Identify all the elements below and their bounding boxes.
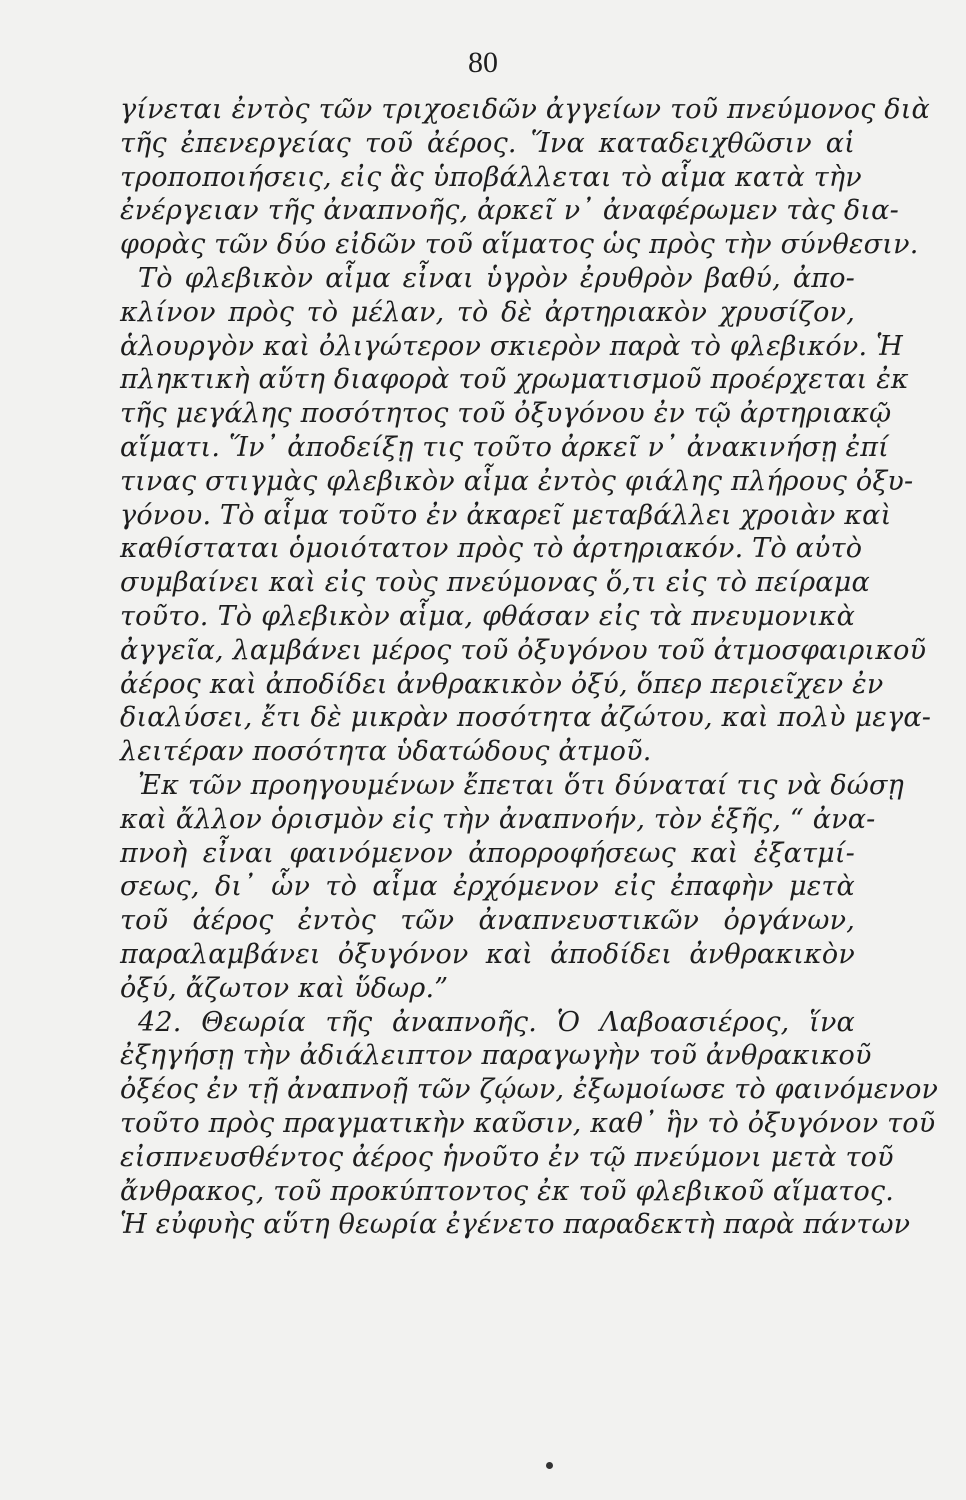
text-line: αἵματι. Ἵν᾽ ἀποδείξῃ τις τοῦτο ἀρκεῖ ν᾽ ἀνακινήσῃ ἐπί	[120, 431, 889, 463]
text-line: πληκτικὴ αὕτη διαφορὰ τοῦ χρωματισμοῦ προέρχεται ἐκ	[120, 364, 909, 396]
text-line: τοῦ ἀέρος ἐντὸς τῶν ἀναπνευστικῶν ὀργάνων,	[120, 905, 855, 937]
text-line: ὀξύ, ἄζωτον καὶ ὕδωρ.”	[120, 972, 449, 1004]
text-line: ἄνθρακος, τοῦ προκύπτοντος ἐκ τοῦ φλεβικοῦ αἵματος.	[120, 1175, 895, 1207]
body-text	[120, 93, 939, 1242]
text-line: τῆς ἐπενεργείας τοῦ ἀέρος. Ἵνα καταδειχθῶσιν αἱ	[120, 127, 855, 159]
text-line: ἁλουργὸν καὶ ὀλιγώτερον σκιερὸν παρὰ τὸ φλεβικόν. Ἡ	[120, 330, 904, 362]
text-line: λειτέραν ποσότητα ὑδατώδους ἀτμοῦ.	[120, 736, 652, 768]
text-line: γίνεται ἐντὸς τῶν τριχοειδῶν ἀγγείων τοῦ πνεύμονος διὰ	[120, 94, 930, 125]
text-line: καθίσταται ὁμοιότατον πρὸς τὸ ἀρτηριακόν. Τὸ αὐτὸ	[120, 533, 863, 565]
text-line: Ἡ εὐφυὴς αὕτη θεωρία ἐγένετο παραδεκτὴ παρὰ πάντων	[120, 1209, 911, 1241]
text-line: τροποποιήσεις, εἰς ἃς ὑποβάλλεται τὸ αἷμα κατὰ τὴν	[120, 161, 862, 193]
text-line: πνοὴ εἶναι φαινόμενον ἀπορροφήσεως καὶ ἐξατμί-	[120, 837, 855, 869]
text-line: ἀέρος καὶ ἀποδίδει ἀνθρακικὸν ὀξύ, ὅπερ περιεῖχεν ἐν	[120, 668, 884, 700]
text-line: Ἐκ τῶν προηγουμένων ἔπεται ὅτι δύναταί τις νὰ δώσῃ	[138, 769, 904, 801]
text-line: Τὸ φλεβικὸν αἷμα εἶναι ὑγρὸν ἐρυθρὸν βαθύ, ἀπο-	[138, 262, 855, 294]
text-line: φορὰς τῶν δύο εἰδῶν τοῦ αἵματος ὡς πρὸς τὴν σύνθεσιν.	[120, 229, 919, 261]
text-line: ἀγγεῖα, λαμβάνει μέρος τοῦ ὀξυγόνου τοῦ ἀτμοσφαιρικοῦ	[120, 634, 927, 666]
text-line: γόνου. Τὸ αἷμα τοῦτο ἐν ἀκαρεῖ μεταβάλλει χροιὰν καὶ	[120, 499, 892, 531]
section-heading-line: 42. Θεωρία τῆς ἀναπνοῆς. Ὁ Λαβοασιέρος, ἵνα	[138, 1006, 855, 1038]
text-line: τοῦτο πρὸς πραγματικὴν καῦσιν, καθ᾽ ἣν τὸ ὀξυγόνον τοῦ	[120, 1107, 936, 1139]
text-line: τινας στιγμὰς φλεβικὸν αἷμα ἐντὸς φιάλης πλήρους ὀξυ-	[120, 465, 914, 497]
text-line: κλίνον πρὸς τὸ μέλαν, τὸ δὲ ἀρτηριακὸν χρυσίζον,	[120, 296, 855, 328]
ink-spot	[546, 1462, 553, 1469]
text-line: εἰσπνευσθέντος ἀέρος ἡνοῦτο ἐν τῷ πνεύμονι μετὰ τοῦ	[120, 1141, 894, 1173]
text-line: καὶ ἄλλον ὁρισμὸν εἰς τὴν ἀναπνοήν, τὸν ἑξῆς, “ ἀνα-	[120, 803, 876, 835]
text-line: διαλύσει, ἔτι δὲ μικρὰν ποσότητα ἀζώτου, καὶ πολὺ μεγα-	[120, 702, 932, 734]
text-line: συμβαίνει καὶ εἰς τοὺς πνεύμονας ὅ,τι εἰς τὸ πείραμα	[120, 567, 870, 599]
text-line: σεως, δι᾽ ὧν τὸ αἷμα ἐρχόμενον εἰς ἐπαφὴν μετὰ	[120, 871, 855, 903]
text-line: ὀξέος ἐν τῇ ἀναπνοῇ τῶν ζῴων, ἐξωμοίωσε τὸ φαινόμενον	[120, 1074, 939, 1106]
text-line: τοῦτο. Τὸ φλεβικὸν αἷμα, φθάσαν εἰς τὰ πνευμονικὰ	[120, 600, 855, 632]
text-line: τῆς μεγάλης ποσότητος τοῦ ὀξυγόνου ἐν τῷ ἀρτηριακῷ	[120, 398, 892, 430]
text-line: ἐξηγήσῃ τὴν ἀδιάλειπτον παραγωγὴν τοῦ ἀνθρακικοῦ	[120, 1040, 872, 1072]
text-line: παραλαμβάνει ὀξυγόνον καὶ ἀποδίδει ἀνθρακικὸν	[120, 938, 855, 970]
page-number: 80	[468, 46, 498, 79]
text-line: ἐνέργειαν τῆς ἀναπνοῆς, ἀρκεῖ ν᾽ ἀναφέρωμεν τὰς δια-	[120, 195, 899, 227]
